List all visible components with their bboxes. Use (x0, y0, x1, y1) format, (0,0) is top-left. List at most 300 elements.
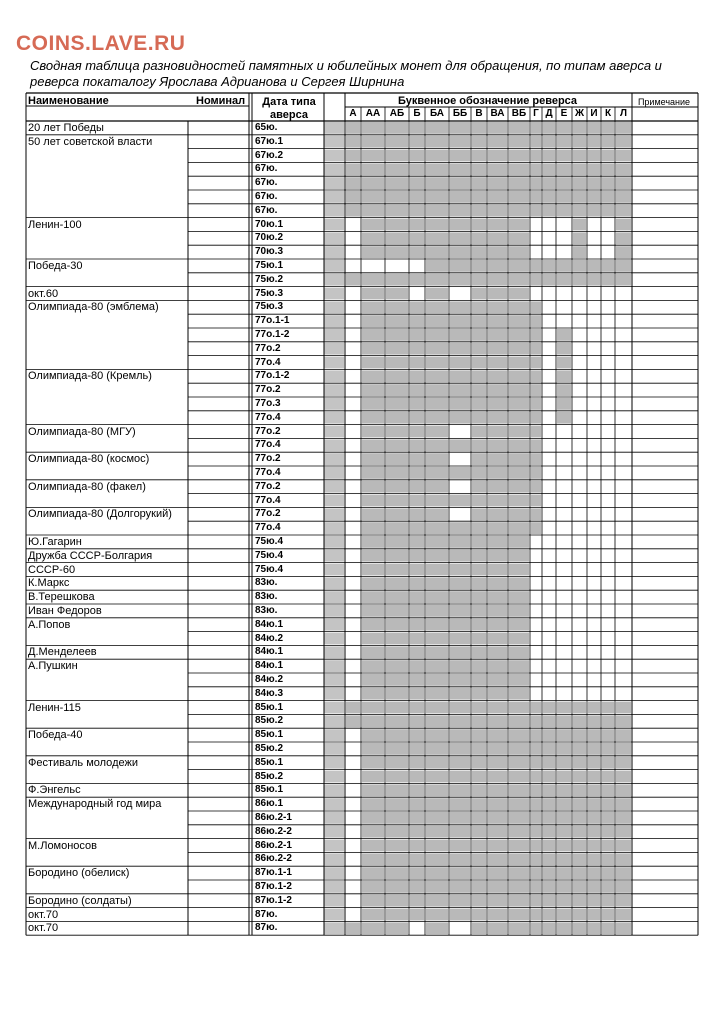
cell-empty (588, 439, 600, 451)
cell-filled (488, 715, 507, 727)
cell-filled (386, 343, 408, 355)
cell-filled (450, 232, 470, 244)
cell-filled (410, 895, 424, 907)
cell-filled (450, 895, 470, 907)
cell-filled (426, 343, 448, 355)
cell-filled (573, 798, 586, 810)
cell-filled (386, 315, 408, 327)
cell-filled (362, 439, 384, 451)
cell-empty (573, 357, 586, 369)
avers-date: 83ю. (255, 605, 278, 616)
letter-8: ВБ (511, 108, 527, 119)
cell-filled (531, 826, 541, 838)
cell-filled (362, 895, 384, 907)
cell-filled (531, 398, 541, 410)
cell-empty (573, 288, 586, 300)
cell-filled (386, 205, 408, 217)
cell-filled (509, 343, 529, 355)
cell-filled (450, 881, 470, 893)
cell-filled (450, 660, 470, 672)
cell-empty (602, 550, 614, 562)
cell-empty (346, 577, 360, 589)
cell-filled (410, 564, 424, 576)
cell-filled (450, 191, 470, 203)
header-date: Дата типа аверса (262, 96, 316, 121)
cell-filled (557, 177, 571, 189)
cell-empty (616, 522, 631, 534)
cell-filled (602, 122, 614, 134)
cell-filled (531, 439, 541, 451)
cell-filled (531, 343, 541, 355)
cell-empty (616, 481, 631, 493)
cell-empty (557, 564, 571, 576)
cell-empty (346, 439, 360, 451)
cell-filled (557, 909, 571, 921)
cell-empty (573, 605, 586, 617)
cell-empty (346, 219, 360, 231)
cell-filled (426, 633, 448, 645)
cell-filled (450, 715, 470, 727)
cell-empty (346, 909, 360, 921)
cell-empty (346, 688, 360, 700)
cell-empty (346, 481, 360, 493)
cell-filled (557, 757, 571, 769)
cell-filled (426, 674, 448, 686)
cell-empty (543, 288, 555, 300)
date-pad (324, 329, 344, 341)
cell-filled (588, 840, 600, 852)
cell-filled (450, 550, 470, 562)
cell-filled (616, 122, 631, 134)
cell-filled (509, 439, 529, 451)
cell-filled (509, 288, 529, 300)
cell-filled (362, 909, 384, 921)
cell-filled (509, 370, 529, 382)
cell-empty (588, 398, 600, 410)
cell-filled (362, 150, 384, 162)
cell-empty (602, 398, 614, 410)
avers-date: 84ю.2 (255, 632, 284, 644)
cell-empty (573, 550, 586, 562)
cell-filled (410, 136, 424, 148)
cell-filled (509, 163, 529, 175)
cell-filled (472, 729, 486, 741)
cell-filled (602, 205, 614, 217)
cell-filled (573, 909, 586, 921)
cell-filled (410, 398, 424, 410)
cell-filled (543, 757, 555, 769)
cell-filled (410, 370, 424, 382)
cell-filled (509, 564, 529, 576)
cell-filled (472, 591, 486, 603)
cell-filled (488, 591, 507, 603)
cell-filled (488, 619, 507, 631)
cell-empty (346, 881, 360, 893)
cell-filled (386, 412, 408, 424)
avers-date: 77о.4 (255, 411, 281, 423)
cell-empty (616, 619, 631, 631)
cell-filled (488, 288, 507, 300)
cell-filled (602, 895, 614, 907)
cell-filled (531, 702, 541, 714)
cell-filled (362, 232, 384, 244)
cell-filled (410, 219, 424, 231)
cell-empty (602, 646, 614, 658)
cell-filled (472, 508, 486, 520)
cell-filled (602, 922, 614, 934)
cell-filled (386, 784, 408, 796)
cell-filled (509, 315, 529, 327)
cell-empty (602, 439, 614, 451)
cell-filled (531, 481, 541, 493)
cell-filled (509, 274, 529, 286)
cell-empty (602, 315, 614, 327)
cell-filled (386, 232, 408, 244)
cell-filled (543, 729, 555, 741)
cell-empty (588, 329, 600, 341)
cell-filled (557, 343, 571, 355)
cell-filled (488, 370, 507, 382)
cell-empty (346, 508, 360, 520)
date-pad (324, 343, 344, 355)
cell-empty (588, 384, 600, 396)
cell-filled (410, 439, 424, 451)
cell-filled (509, 467, 529, 479)
cell-filled (531, 729, 541, 741)
date-pad (324, 660, 344, 672)
cell-filled (509, 191, 529, 203)
cell-filled (426, 536, 448, 548)
coin-name: А.Попов (28, 618, 71, 631)
cell-filled (509, 246, 529, 258)
cell-filled (472, 191, 486, 203)
cell-filled (616, 743, 631, 755)
cell-filled (410, 812, 424, 824)
cell-empty (588, 412, 600, 424)
cell-filled (426, 191, 448, 203)
cell-empty (588, 619, 600, 631)
cell-filled (543, 150, 555, 162)
cell-filled (362, 191, 384, 203)
date-pad (324, 136, 344, 148)
cell-empty (346, 564, 360, 576)
coin-name: СССР-60 (28, 563, 76, 576)
cell-filled (588, 853, 600, 865)
cell-filled (450, 136, 470, 148)
cell-filled (509, 453, 529, 465)
cell-empty (346, 660, 360, 672)
cell-filled (509, 812, 529, 824)
cell-filled (386, 840, 408, 852)
cell-empty (346, 495, 360, 507)
cell-filled (472, 867, 486, 879)
cell-filled (472, 177, 486, 189)
cell-filled (450, 729, 470, 741)
coin-name: 50 лет советской власти (28, 135, 153, 148)
cell-empty (531, 288, 541, 300)
cell-filled (588, 743, 600, 755)
cell-filled (531, 853, 541, 865)
date-pad (324, 840, 344, 852)
cell-filled (543, 853, 555, 865)
cell-filled (472, 853, 486, 865)
cell-empty (346, 826, 360, 838)
date-pad (324, 633, 344, 645)
cell-empty (573, 522, 586, 534)
cell-filled (450, 798, 470, 810)
cell-filled (616, 177, 631, 189)
cell-filled (573, 840, 586, 852)
avers-date: 70ю.3 (255, 246, 284, 258)
date-pad (324, 881, 344, 893)
cell-empty (616, 495, 631, 507)
cell-empty (531, 219, 541, 231)
cell-filled (509, 577, 529, 589)
cell-empty (543, 591, 555, 603)
cell-empty (588, 219, 600, 231)
cell-empty (557, 495, 571, 507)
cell-filled (488, 922, 507, 934)
cell-filled (531, 136, 541, 148)
cell-filled (509, 301, 529, 313)
cell-filled (472, 481, 486, 493)
cell-filled (488, 301, 507, 313)
cell-filled (509, 922, 529, 934)
cell-empty (573, 674, 586, 686)
avers-date: 67ю.1 (255, 135, 284, 147)
cell-filled (450, 853, 470, 865)
cell-filled (410, 702, 424, 714)
cell-filled (410, 743, 424, 755)
site-logo[interactable]: COINS.LAVE.RU (16, 32, 186, 55)
cell-filled (531, 191, 541, 203)
cell-filled (573, 260, 586, 272)
cell-filled (426, 426, 448, 438)
cell-filled (386, 757, 408, 769)
date-pad (324, 219, 344, 231)
coin-name: Фестиваль молодежи (28, 756, 138, 769)
cell-filled (488, 577, 507, 589)
cell-empty (557, 315, 571, 327)
cell-empty (543, 467, 555, 479)
cell-filled (543, 909, 555, 921)
cell-empty (410, 922, 424, 934)
cell-filled (472, 522, 486, 534)
avers-date: 77о.2 (255, 508, 281, 520)
cell-filled (509, 357, 529, 369)
cell-filled (410, 660, 424, 672)
cell-filled (488, 564, 507, 576)
cell-filled (410, 205, 424, 217)
cell-filled (450, 412, 470, 424)
cell-filled (616, 702, 631, 714)
coin-name: 20 лет Победы (28, 122, 104, 134)
cell-filled (386, 274, 408, 286)
cell-filled (426, 729, 448, 741)
cell-empty (557, 439, 571, 451)
cell-filled (362, 343, 384, 355)
cell-filled (386, 591, 408, 603)
cell-filled (531, 329, 541, 341)
cell-empty (362, 260, 384, 272)
cell-filled (543, 136, 555, 148)
cell-filled (588, 812, 600, 824)
cell-filled (450, 867, 470, 879)
cell-empty (588, 674, 600, 686)
cell-filled (362, 536, 384, 548)
cell-filled (616, 867, 631, 879)
cell-filled (426, 577, 448, 589)
cell-filled (509, 895, 529, 907)
cell-filled (450, 743, 470, 755)
cell-filled (426, 232, 448, 244)
cell-filled (472, 467, 486, 479)
cell-filled (602, 826, 614, 838)
cell-filled (588, 757, 600, 769)
cell-filled (386, 646, 408, 658)
cell-filled (426, 260, 448, 272)
cell-filled (386, 481, 408, 493)
cell-filled (531, 895, 541, 907)
cell-empty (450, 453, 470, 465)
cell-empty (346, 232, 360, 244)
cell-filled (362, 370, 384, 382)
letter-15: Л (619, 108, 628, 119)
cell-empty (531, 619, 541, 631)
cell-empty (588, 577, 600, 589)
cell-empty (346, 343, 360, 355)
cell-empty (531, 536, 541, 548)
coin-name: Победа-30 (28, 260, 83, 272)
cell-filled (472, 909, 486, 921)
cell-filled (616, 757, 631, 769)
cell-empty (616, 674, 631, 686)
cell-empty (616, 412, 631, 424)
cell-empty (346, 605, 360, 617)
page-title: Сводная таблица разновидностей памятных и юбилейных монет для обращения, по типам аверса и реверса покаталогу Ярослава Адрианова и Сергея Ширнина (30, 58, 662, 89)
cell-filled (573, 771, 586, 783)
cell-empty (588, 633, 600, 645)
cell-empty (346, 357, 360, 369)
cell-filled (509, 909, 529, 921)
cell-filled (509, 840, 529, 852)
cell-filled (386, 853, 408, 865)
cell-filled (426, 439, 448, 451)
cell-filled (488, 757, 507, 769)
cell-filled (362, 743, 384, 755)
cell-empty (602, 674, 614, 686)
avers-date: 85ю.1 (255, 701, 284, 713)
cell-filled (557, 895, 571, 907)
cell-filled (472, 826, 486, 838)
cell-filled (472, 315, 486, 327)
cell-filled (410, 315, 424, 327)
cell-filled (573, 826, 586, 838)
cell-filled (616, 191, 631, 203)
cell-empty (588, 453, 600, 465)
cell-filled (426, 370, 448, 382)
cell-filled (386, 191, 408, 203)
cell-filled (362, 288, 384, 300)
avers-date: 77о.4 (255, 439, 281, 451)
cell-filled (616, 150, 631, 162)
cell-empty (531, 688, 541, 700)
cell-empty (450, 508, 470, 520)
letter-14: К (604, 108, 612, 119)
cell-filled (472, 453, 486, 465)
cell-filled (588, 715, 600, 727)
cell-filled (410, 232, 424, 244)
cell-empty (346, 315, 360, 327)
cell-filled (557, 260, 571, 272)
cell-filled (509, 633, 529, 645)
cell-filled (588, 909, 600, 921)
avers-date: 84ю.1 (255, 646, 284, 658)
cell-filled (509, 495, 529, 507)
cell-filled (488, 343, 507, 355)
cell-filled (426, 329, 448, 341)
cell-empty (346, 329, 360, 341)
cell-filled (450, 329, 470, 341)
cell-filled (450, 315, 470, 327)
cell-empty (616, 688, 631, 700)
cell-empty (616, 660, 631, 672)
cell-filled (386, 550, 408, 562)
avers-date: 85ю.2 (255, 770, 284, 782)
cell-empty (557, 467, 571, 479)
cell-empty (543, 522, 555, 534)
cell-filled (602, 191, 614, 203)
date-pad (324, 853, 344, 865)
cell-empty (346, 674, 360, 686)
cell-filled (410, 412, 424, 424)
cell-filled (573, 784, 586, 796)
cell-filled (426, 412, 448, 424)
cell-filled (426, 660, 448, 672)
cell-empty (543, 315, 555, 327)
cell-filled (362, 564, 384, 576)
cell-filled (588, 205, 600, 217)
cell-filled (602, 812, 614, 824)
cell-filled (488, 688, 507, 700)
cell-empty (616, 564, 631, 576)
cell-filled (472, 232, 486, 244)
avers-date: 65ю. (255, 122, 278, 133)
date-pad (324, 288, 344, 300)
cell-empty (573, 660, 586, 672)
cell-filled (573, 246, 586, 258)
cell-filled (573, 702, 586, 714)
cell-filled (410, 177, 424, 189)
cell-filled (488, 550, 507, 562)
cell-empty (616, 288, 631, 300)
cell-empty (573, 591, 586, 603)
cell-filled (362, 219, 384, 231)
avers-date: 87ю. (255, 922, 278, 934)
cell-filled (410, 426, 424, 438)
cell-filled (386, 495, 408, 507)
cell-filled (616, 784, 631, 796)
cell-filled (426, 288, 448, 300)
avers-date: 87ю.1-1 (255, 867, 292, 879)
cell-filled (362, 122, 384, 134)
cell-empty (450, 481, 470, 493)
cell-empty (543, 232, 555, 244)
cell-filled (362, 246, 384, 258)
cell-filled (450, 495, 470, 507)
cell-filled (410, 191, 424, 203)
date-pad (324, 205, 344, 217)
